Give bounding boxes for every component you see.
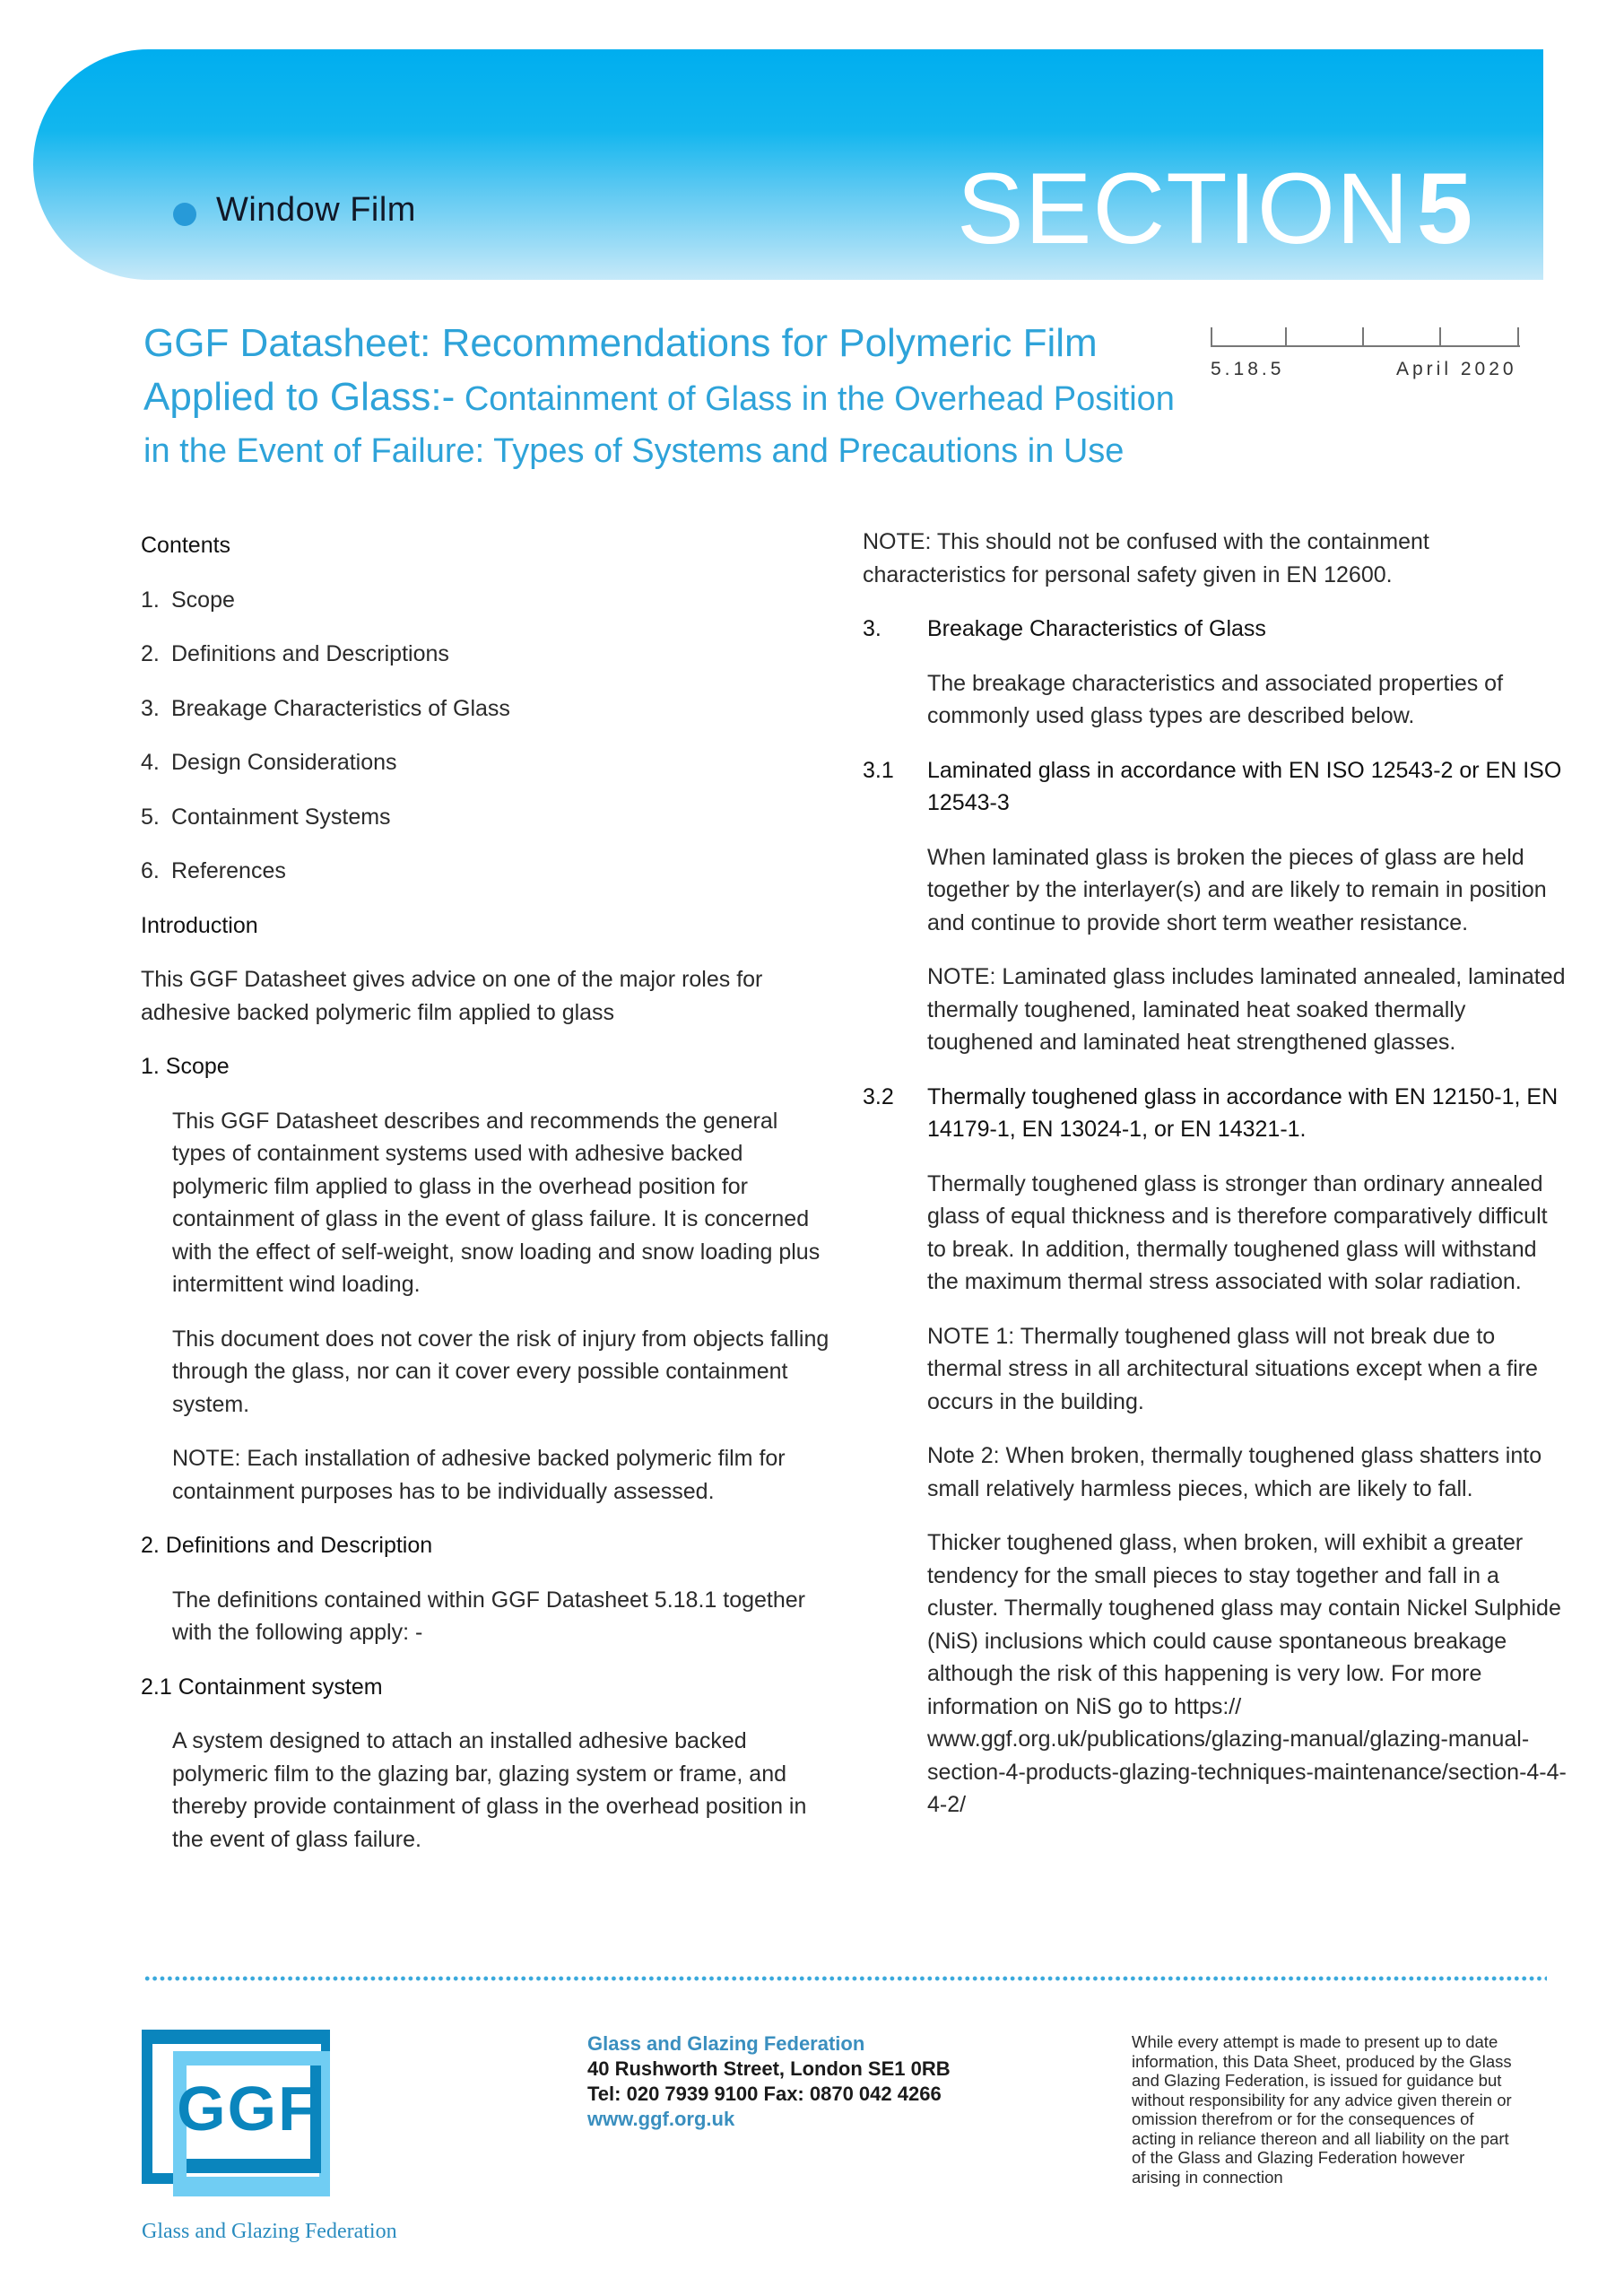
dotted-divider: [143, 1976, 1547, 1981]
section-title: Thermally toughened glass in accordance with EN 12150-1, EN 14179-1, EN 13024-1, or EN 14321-1.: [927, 1083, 1559, 1142]
datasheet-date: April 2020: [1396, 359, 1517, 379]
section-number: 3.1: [863, 757, 894, 783]
note-en12600: NOTE: This should not be confused with the containment characteristics for personal safety given in EN 12600.: [863, 529, 1429, 587]
disclaimer: While every attempt is made to present up to date information, this Data Sheet, produced by the Glass and Glazing Federation, is issued for guidance but without responsibility for any advice given therein or omission therefrom or for the consequences of acting in reliance thereon and all liability on the part of the Glass and Glazing Federation however arising in connection: [1132, 2032, 1512, 2187]
right-column: [863, 529, 1571, 1822]
reference-ruler: [1211, 327, 1520, 347]
datasheet-code: 5.18.5: [1211, 359, 1285, 379]
ruler-line: [1211, 345, 1520, 347]
contents-heading: Contents: [141, 533, 231, 558]
title-main: GGF Datasheet: Recommendations for Polymeric Film Applied to Glass:-: [143, 321, 1098, 419]
toc-item[interactable]: [141, 801, 831, 834]
scope-heading: 1. Scope: [141, 1054, 230, 1079]
ruler-tick: [1439, 327, 1441, 347]
definitions-paragraph: The definitions contained within GGF Datasheet 5.18.1 together with the following apply: -: [172, 1587, 805, 1645]
left-column: [141, 529, 831, 1856]
toc-label: Containment Systems: [171, 804, 391, 830]
section-number: 3.2: [863, 1083, 894, 1109]
toc-label: Definitions and Descriptions: [171, 641, 449, 666]
toc-num: 2.: [141, 641, 160, 666]
toc-num: 5.: [141, 804, 160, 830]
title-sub: Containment of Glass in the Overhead Position in the Event of Failure: Types of Systems and Precautions in Use: [143, 380, 1175, 470]
org-phone-fax: Tel: 020 7939 9100 Fax: 0870 042 4266: [587, 2083, 942, 2105]
logo-caption: Glass and Glazing Federation: [142, 2220, 397, 2243]
ruler-tick: [1285, 327, 1287, 347]
scope-note: NOTE: Each installation of adhesive backed polymeric film for containment purposes has to be individually assessed.: [172, 1446, 786, 1504]
logo-mark: GGF: [177, 2074, 318, 2144]
ruler-tick: [1211, 327, 1212, 347]
toc-label: Breakage Characteristics of Glass: [171, 695, 510, 721]
containment-system-heading: 2.1 Containment system: [141, 1674, 383, 1700]
section-3-heading: [863, 613, 1571, 646]
org-website-link[interactable]: www.ggf.org.uk: [587, 2108, 735, 2130]
ruler-tick: [1362, 327, 1364, 347]
scope-paragraph: This GGF Datasheet describes and recommends the general types of containment systems used with adhesive backed polymeric film applied to glass in the overhead position for containment of glass in the event of glass failure. It is concerned with the effect of self-weight, snow loading and snow loading plus intermittent wind loading.: [172, 1108, 821, 1297]
organisation-details: [587, 2031, 951, 2132]
containment-system-paragraph: A system designed to attach an installed adhesive backed polymeric film to the glazing bar, glazing system or frame, and thereby provide containment of glass in the overhead position in the event of glass failure.: [172, 1728, 807, 1852]
toc-num: 6.: [141, 858, 160, 883]
section-title: Breakage Characteristics of Glass: [927, 616, 1266, 641]
definitions-heading: 2. Definitions and Description: [141, 1533, 433, 1558]
org-address: 40 Rushworth Street, London SE1 0RB: [587, 2057, 951, 2080]
section-3-2-paragraph: Thermally toughened glass is stronger than ordinary annealed glass of equal thickness and is therefore comparatively difficult to break. In addition, thermally toughened glass will withstand the maximum thermal stress associated with solar radiation.: [927, 1170, 1548, 1294]
logo-frame-dark-bottom: [187, 2159, 321, 2173]
section-3-1-paragraph: When laminated glass is broken the pieces of glass are held together by the interlayer(s) and are likely to remain in position and continue to provide short term weather resistance.: [927, 844, 1547, 935]
ggf-logo: [142, 2030, 397, 2245]
toc-item[interactable]: [141, 746, 831, 779]
toc-item[interactable]: [141, 855, 831, 888]
toc-item[interactable]: [141, 692, 831, 726]
section-number: 5: [1416, 152, 1474, 265]
section-3-1-note: NOTE: Laminated glass includes laminated annealed, laminated thermally toughened, laminated heat soaked thermally toughened and laminated heat strengthened glasses.: [927, 964, 1566, 1055]
bullet-dot-icon: [173, 203, 196, 226]
toc-num: 4.: [141, 750, 160, 775]
toc-item[interactable]: [141, 638, 831, 671]
toc-item[interactable]: [141, 584, 831, 617]
section-3-2-heading: [863, 1081, 1571, 1146]
category-label: Window Film: [216, 191, 416, 229]
toc-label: Design Considerations: [171, 750, 397, 775]
introduction-heading: Introduction: [141, 912, 258, 938]
section-label: [957, 152, 1474, 265]
section-3-2-note-1: NOTE 1: Thermally toughened glass will not break due to thermal stress in all architectural situations except when a fire occurs in the building.: [927, 1323, 1538, 1414]
section-3-paragraph: The breakage characteristics and associated properties of commonly used glass types are described below.: [927, 670, 1504, 728]
scope-paragraph: This document does not cover the risk of injury from objects falling through the glass, nor can it cover every possible containment system.: [172, 1326, 829, 1417]
section-number: 3.: [863, 616, 881, 641]
document-title: [143, 321, 1202, 481]
section-word: SECTION: [957, 152, 1410, 265]
org-name: Glass and Glazing Federation: [587, 2032, 865, 2055]
toc-num: 3.: [141, 695, 160, 721]
toc-label: Scope: [171, 587, 235, 613]
toc-label: References: [171, 858, 286, 883]
section-title: Laminated glass in accordance with EN ISO 12543-2 or EN ISO 12543-3: [927, 757, 1562, 815]
section-3-1-heading: [863, 754, 1571, 820]
section-banner: [33, 49, 1543, 280]
ruler-tick: [1517, 327, 1519, 347]
introduction-text: This GGF Datasheet gives advice on one of the major roles for adhesive backed polymeric film applied to glass: [141, 967, 763, 1025]
section-3-2-paragraph: Thicker toughened glass, when broken, will exhibit a greater tendency for the small pieces to stay together and fall in a cluster. Thermally toughened glass may contain Nickel Sulphide (NiS) inclusions which could cause spontaneous breakage although the risk of this happening is very low. For more information on NiS go to https:// www.ggf.org.uk/publications/glazing-manual/glazing-manual-section-4-products-glazing-techniques-maintenance/section-4-4-4-2/: [927, 1530, 1567, 1817]
toc-num: 1.: [141, 587, 160, 613]
section-3-2-note-2: Note 2: When broken, thermally toughened glass shatters into small relatively harmless pieces, which are likely to fall.: [927, 1443, 1542, 1501]
